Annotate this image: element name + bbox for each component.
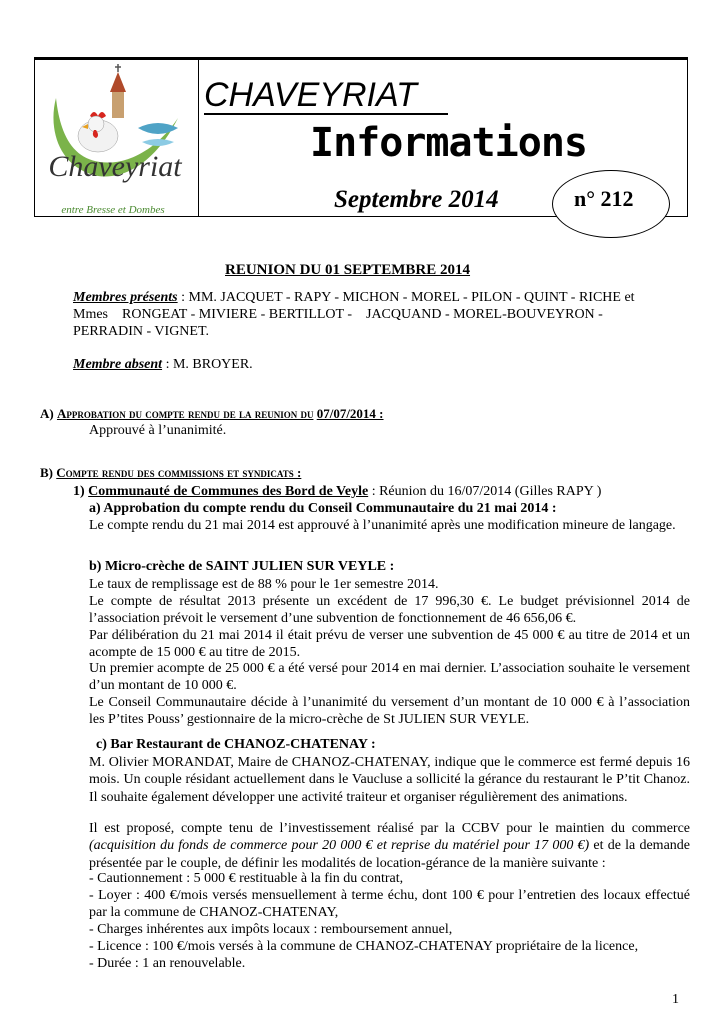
section-b-prefix: B) — [40, 465, 57, 480]
bulletin-title: Informations — [310, 120, 587, 166]
item-b-para-3: Par délibération du 21 mai 2014 il était prévu de verser une subvention de 45 000 € au titre de 2014 et un acompte de 15 000 € au titre de 2015. — [89, 628, 690, 661]
members-present-line1 — [73, 290, 635, 306]
members-present-line3: PERRADIN - VIGNET. — [73, 324, 209, 339]
issue-date: Septembre 2014 — [334, 186, 499, 213]
item-c-list-5: - Durée : 1 an renouvelable. — [89, 956, 246, 971]
meeting-heading: REUNION DU 01 SEPTEMBRE 2014 — [225, 262, 471, 278]
subsection-1-heading — [73, 484, 601, 500]
subsection-1-title: Communauté de Communes des Bord de Veyle — [88, 484, 369, 499]
item-c-list-1: - Cautionnement : 5 000 € restituable à la fin du contrat, — [89, 871, 404, 886]
town-logo — [38, 58, 198, 216]
members-absent — [73, 357, 253, 373]
item-b-title: b) Micro-crèche de SAINT JULIEN SUR VEYLE : — [89, 559, 395, 574]
section-b-heading — [40, 465, 301, 481]
page-number: 1 — [672, 992, 679, 1007]
section-a-text: Approuvé à l’unanimité. — [89, 423, 227, 438]
logo-tagline: entre Bresse et Dombes — [61, 204, 165, 216]
section-a-date: 07/07/2014 : — [316, 406, 384, 421]
members-present-line2: Mmes RONGEAT - MIVIERE - BERTILLOT - JACQUAND - MOREL-BOUVEYRON - — [73, 307, 603, 322]
item-a-text: Le compte rendu du 21 mai 2014 est approuvé à l’unanimité après une modification mineure de langage. — [89, 518, 676, 533]
item-b-para-4: Un premier acompte de 25 000 € a été versé pour 2014 en mai dernier. L’association souhaite le versement d’un montant de 10 000 €. — [89, 661, 690, 694]
item-a-title: a) Approbation du compte rendu du Conseil Communautaire du 21 mai 2014 : — [89, 501, 557, 516]
subsection-1-number: 1) — [73, 484, 89, 499]
issue-number: n° 212 — [574, 186, 634, 211]
section-a-title: Approbation du compte rendu de la reunion du — [56, 406, 314, 421]
item-c-list-3: - Charges inhérentes aux impôts locaux : remboursement annuel, — [89, 922, 453, 937]
section-a-heading — [40, 406, 384, 422]
item-c-para-2-italic: (acquisition du fonds de commerce pour 20 000 € et reprise du matériel pour 17 000 €) — [89, 838, 590, 854]
item-b-para-5: Le Conseil Communautaire décide à l’unanimité du versement d’un montant de 10 000 € à l’association les P’tites Pouss’ gestionnaire de la micro-crèche de St JULIEN SUR VEYLE. — [89, 695, 690, 728]
members-absent-label: Membre absent — [73, 357, 163, 372]
item-b-para-1: Le taux de remplissage est de 88 % pour le 1er semestre 2014. — [89, 577, 439, 592]
town-name: CHAVEYRIAT — [204, 76, 417, 114]
town-name-underline — [204, 113, 448, 115]
header-divider — [198, 58, 199, 216]
item-c-para-2 — [89, 820, 690, 872]
logo-wordmark: Chaveyriat — [48, 150, 182, 183]
members-present-label: Membres présents — [73, 290, 178, 305]
item-c-para-2-end: et de la demande présentée par le couple, de définir les modalités de location-gérance de la manière suivante : — [89, 838, 690, 871]
section-b-title: Compte rendu des commissions et syndicats : — [56, 465, 302, 480]
item-c-para-2-start: Il est proposé, compte tenu de l’investissement réalisé par la CCBV pour le maintien du commerce — [89, 821, 690, 836]
item-c-list-4: - Licence : 100 €/mois versés à la commune de CHANOZ-CHATENAY propriétaire de la licence, — [89, 939, 639, 954]
section-a-prefix: A) — [40, 406, 57, 421]
item-c-para-1: M. Olivier MORANDAT, Maire de CHANOZ-CHATENAY, indique que le commerce est fermé depuis 16 mois. Un couple résidant actuellement dans le Vaucluse a sollicité la gérance du restaurant le P’tit Chanoz. Il souhaite également développer une activité traiteur et organiser régulièrement des animations. — [89, 755, 690, 805]
members-present-text-1: : MM. JACQUET - RAPY - MICHON - MOREL - PILON - QUINT - RICHE et — [177, 290, 635, 305]
item-c-title: c) Bar Restaurant de CHANOZ-CHATENAY : — [96, 737, 376, 752]
members-absent-text: : M. BROYER. — [162, 357, 253, 372]
item-b-para-2: Le compte de résultat 2013 présente un excédent de 17 996,30 €. Le budget prévisionnel 2014 de l’association prévoit le versement d’une subvention de fonctionnement de 46 656,06 €. — [89, 594, 690, 627]
item-c-list-2: - Loyer : 400 €/mois versés mensuellement à terme échu, dont 100 € pour l’entretien des locaux effectué par la commune de CHANOZ-CHATENAY, — [89, 888, 690, 921]
subsection-1-detail: : Réunion du 16/07/2014 (Gilles RAPY ) — [368, 484, 602, 499]
